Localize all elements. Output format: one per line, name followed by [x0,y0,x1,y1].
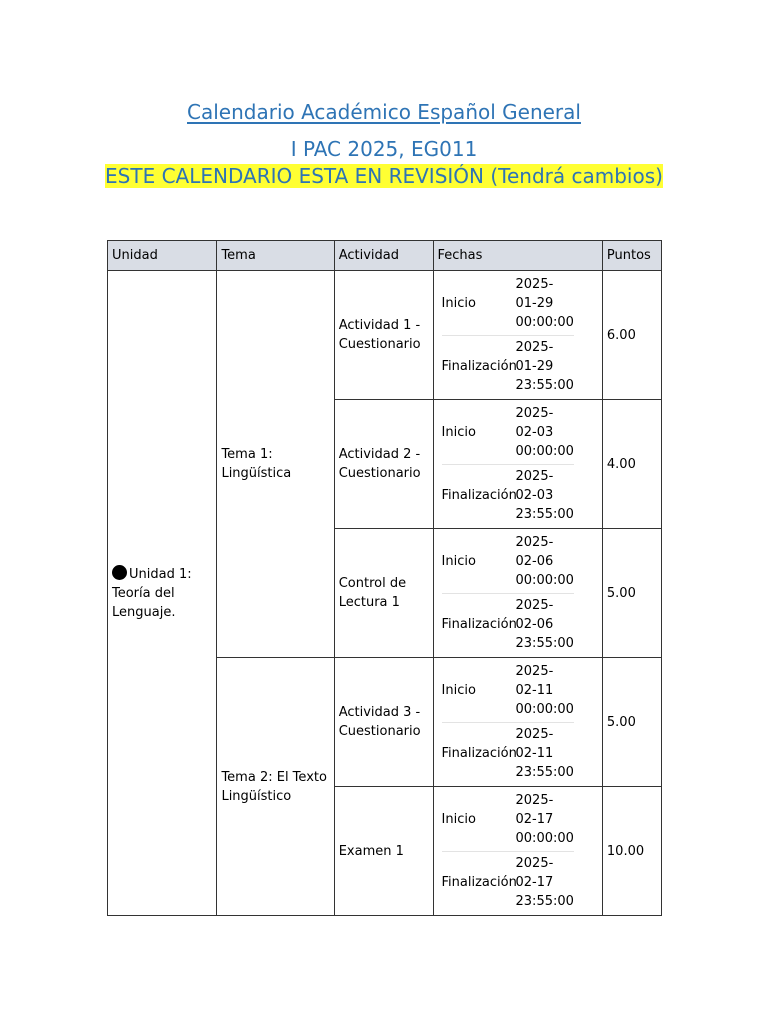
header-unidad: Unidad [108,241,217,271]
bullet-circle-icon [112,565,127,580]
end-date: 2025-02-17 23:55:00 [515,856,574,909]
header-actividad: Actividad [334,241,433,271]
points-value: 10.00 [602,787,661,916]
calendar-table [107,240,662,916]
revision-notice [0,163,768,189]
start-date: 2025-02-17 00:00:00 [515,793,574,846]
end-date-row [442,723,574,785]
unit-cell [108,271,217,916]
dates-cell [433,529,602,658]
dates-cell [433,400,602,529]
start-label: Inicio [441,554,476,569]
end-date: 2025-02-03 23:55:00 [515,469,574,522]
start-label: Inicio [441,296,476,311]
tema-cell: Tema 1: Lingüística [217,271,334,658]
start-date: 2025-02-03 00:00:00 [515,406,574,459]
end-date-row [442,336,574,398]
start-label: Inicio [441,683,476,698]
end-label: Finalización [441,359,517,374]
revision-notice-text: ESTE CALENDARIO ESTA EN REVISIÓN (Tendrá cambios) [105,164,663,188]
activity-name: Actividad 3 - Cuestionario [334,658,433,787]
points-value: 5.00 [602,658,661,787]
end-label: Finalización [441,875,517,890]
activity-name: Actividad 1 - Cuestionario [334,271,433,400]
start-date: 2025-01-29 00:00:00 [515,277,574,330]
table-row [108,271,662,400]
start-date-row [442,531,574,594]
activity-name: Examen 1 [334,787,433,916]
table-header-row [108,241,662,271]
dates-cell [433,658,602,787]
dates-cell [433,271,602,400]
tema-cell: Tema 2: El Texto Lingüístico [217,658,334,916]
start-date-row [442,273,574,336]
header-puntos: Puntos [602,241,661,271]
start-date-row [442,789,574,852]
end-label: Finalización [441,746,517,761]
unit-label: Unidad 1: Teoría del Lenguaje. [112,566,192,620]
end-label: Finalización [441,488,517,503]
points-value: 6.00 [602,271,661,400]
points-value: 5.00 [602,529,661,658]
start-label: Inicio [441,812,476,827]
end-date-row [442,594,574,656]
activity-name: Actividad 2 - Cuestionario [334,400,433,529]
end-date-row [442,465,574,527]
end-date: 2025-01-29 23:55:00 [515,340,574,393]
start-date: 2025-02-11 00:00:00 [515,664,574,717]
points-value: 4.00 [602,400,661,529]
start-date-row [442,402,574,465]
end-date: 2025-02-11 23:55:00 [515,727,574,780]
start-date-row [442,660,574,723]
end-date: 2025-02-06 23:55:00 [515,598,574,651]
header-fechas: Fechas [433,241,602,271]
header-tema: Tema [217,241,334,271]
dates-cell [433,787,602,916]
start-label: Inicio [441,425,476,440]
course-code: I PAC 2025, EG011 [290,137,478,161]
page-title[interactable]: Calendario Académico Español General [187,100,581,124]
activity-name: Control de Lectura 1 [334,529,433,658]
end-date-row [442,852,574,914]
start-date: 2025-02-06 00:00:00 [515,535,574,588]
end-label: Finalización [441,617,517,632]
